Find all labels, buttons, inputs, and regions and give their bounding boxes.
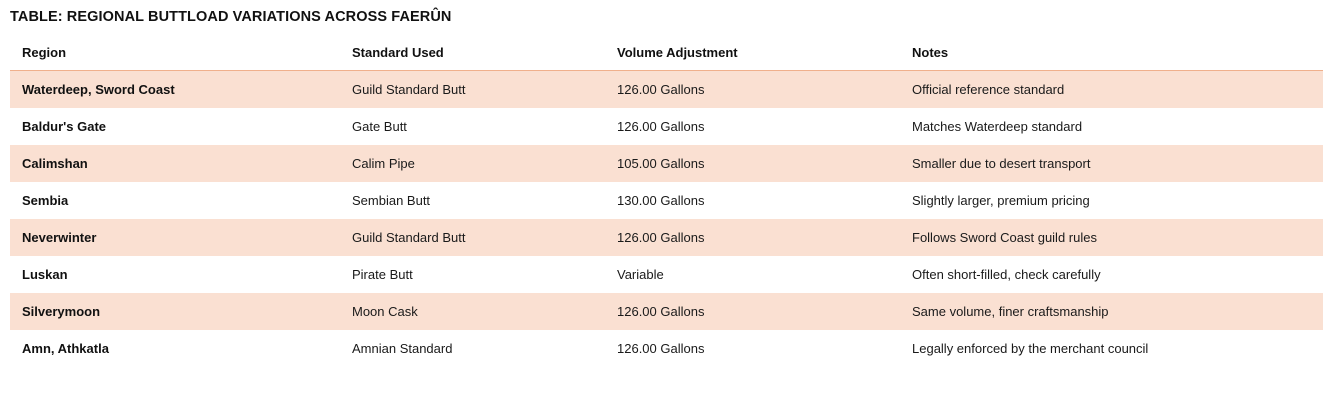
table-row bbox=[10, 293, 1323, 330]
cell-volume: 126.00 Gallons bbox=[605, 293, 900, 330]
cell-volume: Variable bbox=[605, 256, 900, 293]
column-header-notes: Notes bbox=[900, 39, 1323, 71]
cell-region: Baldur's Gate bbox=[10, 108, 340, 145]
cell-volume: 105.00 Gallons bbox=[605, 145, 900, 182]
cell-volume: 130.00 Gallons bbox=[605, 182, 900, 219]
cell-region: Sembia bbox=[10, 182, 340, 219]
cell-volume: 126.00 Gallons bbox=[605, 108, 900, 145]
cell-notes: Matches Waterdeep standard bbox=[900, 108, 1323, 145]
table-header-row bbox=[10, 39, 1323, 71]
column-header-region: Region bbox=[10, 39, 340, 71]
cell-standard: Gate Butt bbox=[340, 108, 605, 145]
table-row bbox=[10, 145, 1323, 182]
column-header-volume-adjustment: Volume Adjustment bbox=[605, 39, 900, 71]
cell-standard: Amnian Standard bbox=[340, 330, 605, 367]
cell-region: Amn, Athkatla bbox=[10, 330, 340, 367]
table-body bbox=[10, 71, 1323, 368]
table-row bbox=[10, 330, 1323, 367]
cell-notes: Same volume, finer craftsmanship bbox=[900, 293, 1323, 330]
cell-volume: 126.00 Gallons bbox=[605, 330, 900, 367]
cell-standard: Calim Pipe bbox=[340, 145, 605, 182]
cell-region: Calimshan bbox=[10, 145, 340, 182]
table-row bbox=[10, 71, 1323, 109]
cell-standard: Sembian Butt bbox=[340, 182, 605, 219]
cell-notes: Smaller due to desert transport bbox=[900, 145, 1323, 182]
table-row bbox=[10, 256, 1323, 293]
column-header-standard-used: Standard Used bbox=[340, 39, 605, 71]
table-row bbox=[10, 182, 1323, 219]
table-header bbox=[10, 39, 1323, 71]
cell-standard: Pirate Butt bbox=[340, 256, 605, 293]
cell-standard: Guild Standard Butt bbox=[340, 219, 605, 256]
cell-notes: Often short-filled, check carefully bbox=[900, 256, 1323, 293]
table-row bbox=[10, 219, 1323, 256]
cell-notes: Follows Sword Coast guild rules bbox=[900, 219, 1323, 256]
cell-standard: Guild Standard Butt bbox=[340, 71, 605, 109]
table-row bbox=[10, 108, 1323, 145]
cell-region: Silverymoon bbox=[10, 293, 340, 330]
cell-standard: Moon Cask bbox=[340, 293, 605, 330]
page-title: TABLE: REGIONAL BUTTLOAD VARIATIONS ACROSS FAERÛN bbox=[10, 9, 452, 25]
cell-volume: 126.00 Gallons bbox=[605, 219, 900, 256]
cell-region: Waterdeep, Sword Coast bbox=[10, 71, 340, 109]
regional-buttload-table bbox=[10, 39, 1323, 367]
cell-notes: Legally enforced by the merchant council bbox=[900, 330, 1323, 367]
cell-region: Neverwinter bbox=[10, 219, 340, 256]
cell-notes: Official reference standard bbox=[900, 71, 1323, 109]
cell-volume: 126.00 Gallons bbox=[605, 71, 900, 109]
cell-region: Luskan bbox=[10, 256, 340, 293]
cell-notes: Slightly larger, premium pricing bbox=[900, 182, 1323, 219]
